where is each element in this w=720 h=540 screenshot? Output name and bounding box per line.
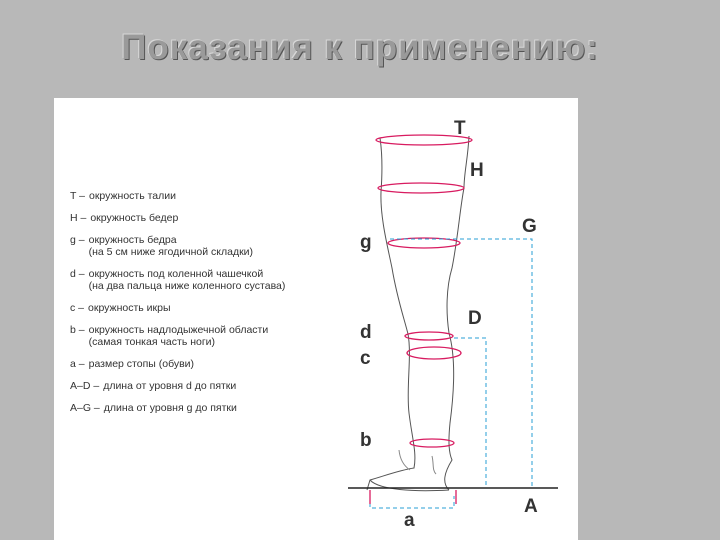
legend-subtext: (на два пальца ниже коленного сустава) bbox=[88, 280, 286, 292]
label-g-lower: g bbox=[360, 232, 372, 253]
legend-key: b – bbox=[70, 324, 85, 336]
legend-text: окружность под коленной чашечкой bbox=[88, 268, 264, 280]
leg-outline bbox=[367, 136, 469, 491]
legend-key: A–D – bbox=[70, 380, 100, 392]
label-b: b bbox=[360, 430, 372, 451]
leg-diagram bbox=[54, 98, 578, 540]
legend-text: размер стопы (обуви) bbox=[88, 358, 195, 370]
legend-text: окружность талии bbox=[88, 190, 177, 202]
legend-text: окружность икры bbox=[88, 302, 171, 314]
label-g-upper: G bbox=[522, 216, 537, 237]
legend-key: T – bbox=[70, 190, 85, 202]
label-c: c bbox=[360, 348, 371, 369]
label-a-upper: A bbox=[524, 496, 538, 517]
label-a-lower: a bbox=[404, 510, 415, 531]
slide-title: Показания к применению: bbox=[121, 28, 599, 67]
legend-key: H – bbox=[70, 212, 87, 224]
legend-subtext: (самая тонкая часть ноги) bbox=[88, 336, 216, 348]
ring-b bbox=[410, 439, 454, 447]
legend-key: d – bbox=[70, 268, 85, 280]
label-d-upper: D bbox=[468, 308, 482, 329]
legend-key: a – bbox=[70, 358, 85, 370]
legend-text: окружность бедер bbox=[90, 212, 179, 224]
diagram-panel bbox=[54, 98, 578, 540]
legend-key: c – bbox=[70, 302, 85, 314]
legend-text: длина от уровня g до пятки bbox=[103, 402, 237, 414]
label-t: T bbox=[454, 118, 466, 139]
guide-g bbox=[390, 239, 532, 488]
guide-d bbox=[454, 338, 486, 488]
legend-key: g – bbox=[70, 234, 85, 246]
legend-text: длина от уровня d до пятки bbox=[103, 380, 237, 392]
ring-h bbox=[378, 183, 464, 193]
measurement-rings bbox=[376, 135, 472, 447]
ring-d bbox=[405, 332, 453, 340]
legend-subtext: (на 5 см ниже ягодичной складки) bbox=[88, 246, 254, 258]
label-d-lower: d bbox=[360, 322, 372, 343]
legend-text: окружность бедра bbox=[88, 234, 177, 246]
guide-a bbox=[370, 496, 454, 508]
legend-key: A–G – bbox=[70, 402, 100, 414]
legend-text: окружность надлодыжечной области bbox=[88, 324, 269, 336]
label-h: H bbox=[470, 160, 484, 181]
